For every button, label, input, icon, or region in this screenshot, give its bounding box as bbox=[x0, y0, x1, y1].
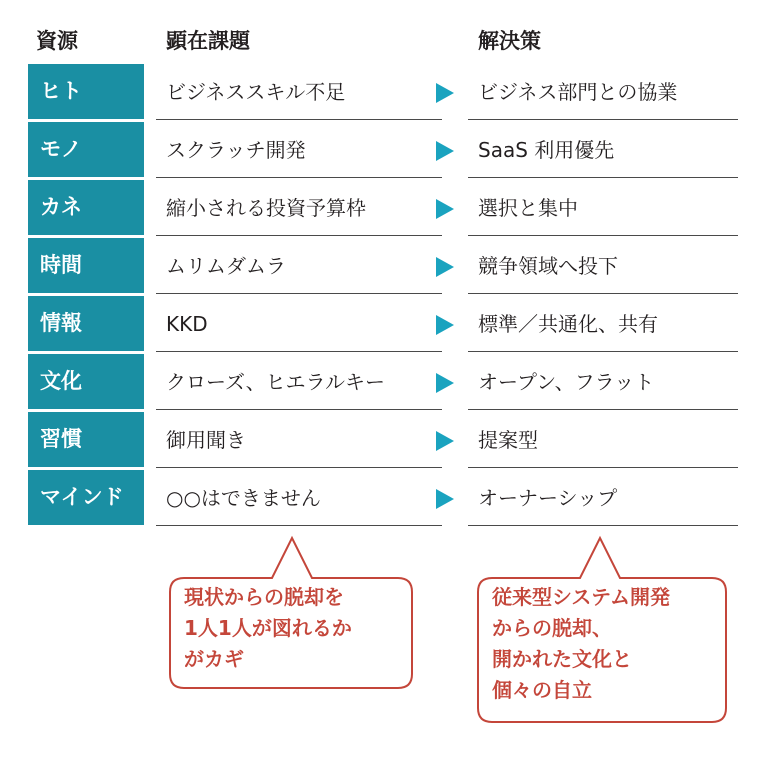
resource-cell: カネ bbox=[28, 180, 144, 235]
issue-cell: 縮小される投資予算枠 bbox=[156, 180, 442, 236]
issue-cell: ムリムダムラ bbox=[156, 238, 442, 294]
issue-cell: スクラッチ開発 bbox=[156, 122, 442, 178]
callout-line: 1人1人が図れるか bbox=[184, 616, 352, 640]
issue-cell: KKD bbox=[156, 296, 442, 352]
callout-line: がカギ bbox=[184, 647, 244, 671]
solution-cell: 選択と集中 bbox=[468, 180, 738, 236]
resource-cell: 習慣 bbox=[28, 412, 144, 467]
callout-line: からの脱却、 bbox=[492, 616, 612, 640]
callout-line: 従来型システム開発 bbox=[492, 585, 670, 609]
resource-cell: 情報 bbox=[28, 296, 144, 351]
resource-cell: マインド bbox=[28, 470, 144, 525]
resource-cell: 文化 bbox=[28, 354, 144, 409]
issue-cell: 御用聞き bbox=[156, 412, 442, 468]
header-solution: 解決策 bbox=[478, 29, 541, 53]
solution-cell: オープン、フラット bbox=[468, 354, 738, 410]
issue-cell: ビジネススキル不足 bbox=[156, 64, 442, 120]
resource-cell: ヒト bbox=[28, 64, 144, 119]
solution-cell: 提案型 bbox=[468, 412, 738, 468]
solution-callout-text bbox=[492, 582, 670, 706]
issue-cell: ○○はできません bbox=[156, 470, 442, 526]
header-issue: 顕在課題 bbox=[166, 29, 250, 53]
solution-cell: オーナーシップ bbox=[468, 470, 738, 526]
solution-cell: 標準／共通化、共有 bbox=[468, 296, 738, 352]
issue-cell: クローズ、ヒエラルキー bbox=[156, 354, 442, 410]
callout-line: 現状からの脱却を bbox=[184, 585, 344, 609]
resource-cell: モノ bbox=[28, 122, 144, 177]
header-resource: 資源 bbox=[36, 29, 78, 53]
solution-cell: 競争領域へ投下 bbox=[468, 238, 738, 294]
callout-line: 個々の自立 bbox=[492, 678, 592, 702]
issue-callout-text bbox=[184, 582, 352, 675]
callout-line: 開かれた文化と bbox=[492, 647, 632, 671]
solution-cell: SaaS 利用優先 bbox=[468, 122, 738, 178]
solution-cell: ビジネス部門との協業 bbox=[468, 64, 738, 120]
resource-cell: 時間 bbox=[28, 238, 144, 293]
